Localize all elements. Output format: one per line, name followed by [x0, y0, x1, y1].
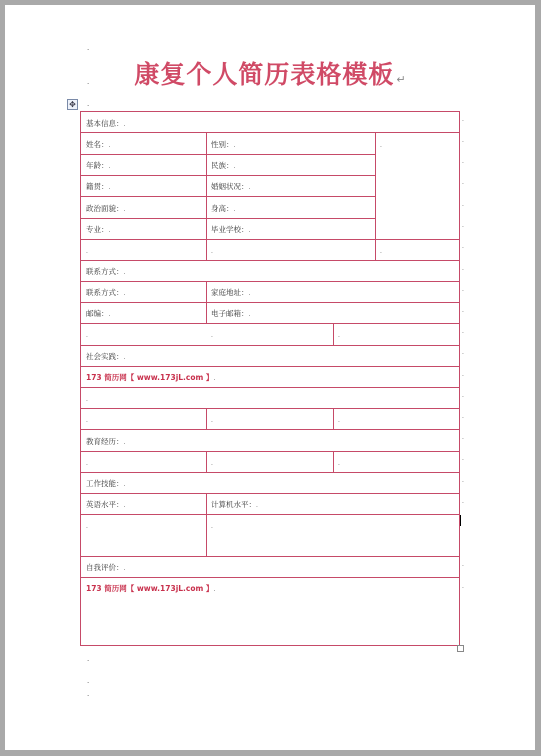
- table-resize-handle[interactable]: [457, 645, 464, 652]
- row-end-mark: .: [462, 583, 464, 590]
- row-end-mark: .: [462, 265, 464, 272]
- paragraph-mark: .: [87, 78, 90, 86]
- height-field[interactable]: 身高：.: [211, 204, 236, 213]
- row-end-mark: .: [462, 179, 464, 186]
- empty-cell[interactable]: .: [211, 417, 213, 424]
- email-field[interactable]: 电子邮箱：.: [211, 309, 251, 318]
- ethnicity-field[interactable]: 民族：.: [211, 161, 236, 170]
- address-field[interactable]: 家庭地址：.: [211, 288, 251, 297]
- name-field[interactable]: 姓名：.: [86, 140, 111, 149]
- row-end-mark: .: [462, 498, 464, 505]
- paragraph-mark: .: [87, 655, 90, 663]
- resume-table: [80, 111, 460, 646]
- row-end-mark: .: [462, 349, 464, 356]
- row-end-mark: .: [462, 116, 464, 123]
- row-end-mark: .: [462, 201, 464, 208]
- school-field[interactable]: 毕业学校：.: [211, 225, 251, 234]
- major-field[interactable]: 专业：.: [86, 225, 111, 234]
- row-end-mark: .: [462, 243, 464, 250]
- skills-label: 工作技能：.: [86, 479, 126, 488]
- row-end-mark: .: [462, 307, 464, 314]
- row-end-mark: .: [462, 137, 464, 144]
- empty-cell[interactable]: .: [211, 332, 213, 339]
- paragraph-mark: .: [87, 100, 90, 108]
- row-end-mark: .: [462, 455, 464, 462]
- contact-section-label: 联系方式：.: [86, 267, 126, 276]
- empty-cell[interactable]: .: [86, 396, 88, 403]
- row-end-mark: .: [462, 413, 464, 420]
- row-end-mark: .: [462, 434, 464, 441]
- empty-cell[interactable]: .: [338, 417, 340, 424]
- self-evaluation-label: 自我评价：.: [86, 563, 126, 572]
- contact-field[interactable]: 联系方式：.: [86, 288, 126, 297]
- computer-field[interactable]: 计算机水平：.: [211, 500, 258, 509]
- row-end-mark: .: [462, 371, 464, 378]
- paragraph-mark: .: [87, 44, 90, 52]
- empty-cell[interactable]: .: [86, 417, 88, 424]
- empty-cell[interactable]: .: [211, 248, 213, 255]
- origin-field[interactable]: 籍贯：.: [86, 182, 111, 191]
- empty-cell[interactable]: .: [86, 460, 88, 467]
- social-practice-label: 社会实践：.: [86, 352, 126, 361]
- site-link-text: 173 简历网【 www.173jL.com 】.: [86, 584, 216, 593]
- paragraph-mark: .: [87, 677, 90, 685]
- gender-field[interactable]: 性别：.: [211, 140, 236, 149]
- empty-cell[interactable]: .: [211, 460, 213, 467]
- english-field[interactable]: 英语水平：.: [86, 500, 126, 509]
- row-end-mark: .: [462, 561, 464, 568]
- row-end-mark: .: [462, 328, 464, 335]
- document-title: [0, 55, 541, 91]
- zip-field[interactable]: 邮编：.: [86, 309, 111, 318]
- empty-cell[interactable]: .: [86, 332, 88, 339]
- empty-cell[interactable]: .: [86, 523, 88, 530]
- row-end-mark: .: [462, 222, 464, 229]
- basic-info-label: 基本信息：.: [86, 119, 126, 128]
- text-cursor: [460, 515, 461, 526]
- row-end-mark: .: [462, 286, 464, 293]
- education-label: 教育经历：.: [86, 437, 126, 446]
- row-end-mark: .: [462, 158, 464, 165]
- return-mark: ↵: [396, 73, 407, 86]
- age-field[interactable]: 年龄：.: [86, 161, 111, 170]
- politics-field[interactable]: 政治面貌：.: [86, 204, 126, 213]
- marital-field[interactable]: 婚姻状况：.: [211, 182, 251, 191]
- empty-cell[interactable]: .: [338, 332, 340, 339]
- row-end-mark: .: [462, 392, 464, 399]
- row-end-mark: .: [462, 477, 464, 484]
- title-text: 康复个人简历表格模板: [134, 60, 395, 89]
- paragraph-mark: .: [87, 690, 90, 698]
- empty-cell[interactable]: .: [86, 248, 88, 255]
- table-move-handle-icon[interactable]: ✥: [67, 99, 78, 110]
- empty-cell[interactable]: .: [211, 523, 213, 530]
- empty-cell[interactable]: .: [380, 248, 382, 255]
- empty-cell[interactable]: .: [338, 460, 340, 467]
- photo-cell[interactable]: .: [380, 142, 382, 149]
- site-link-text: 173 简历网【 www.173jL.com 】.: [86, 373, 216, 382]
